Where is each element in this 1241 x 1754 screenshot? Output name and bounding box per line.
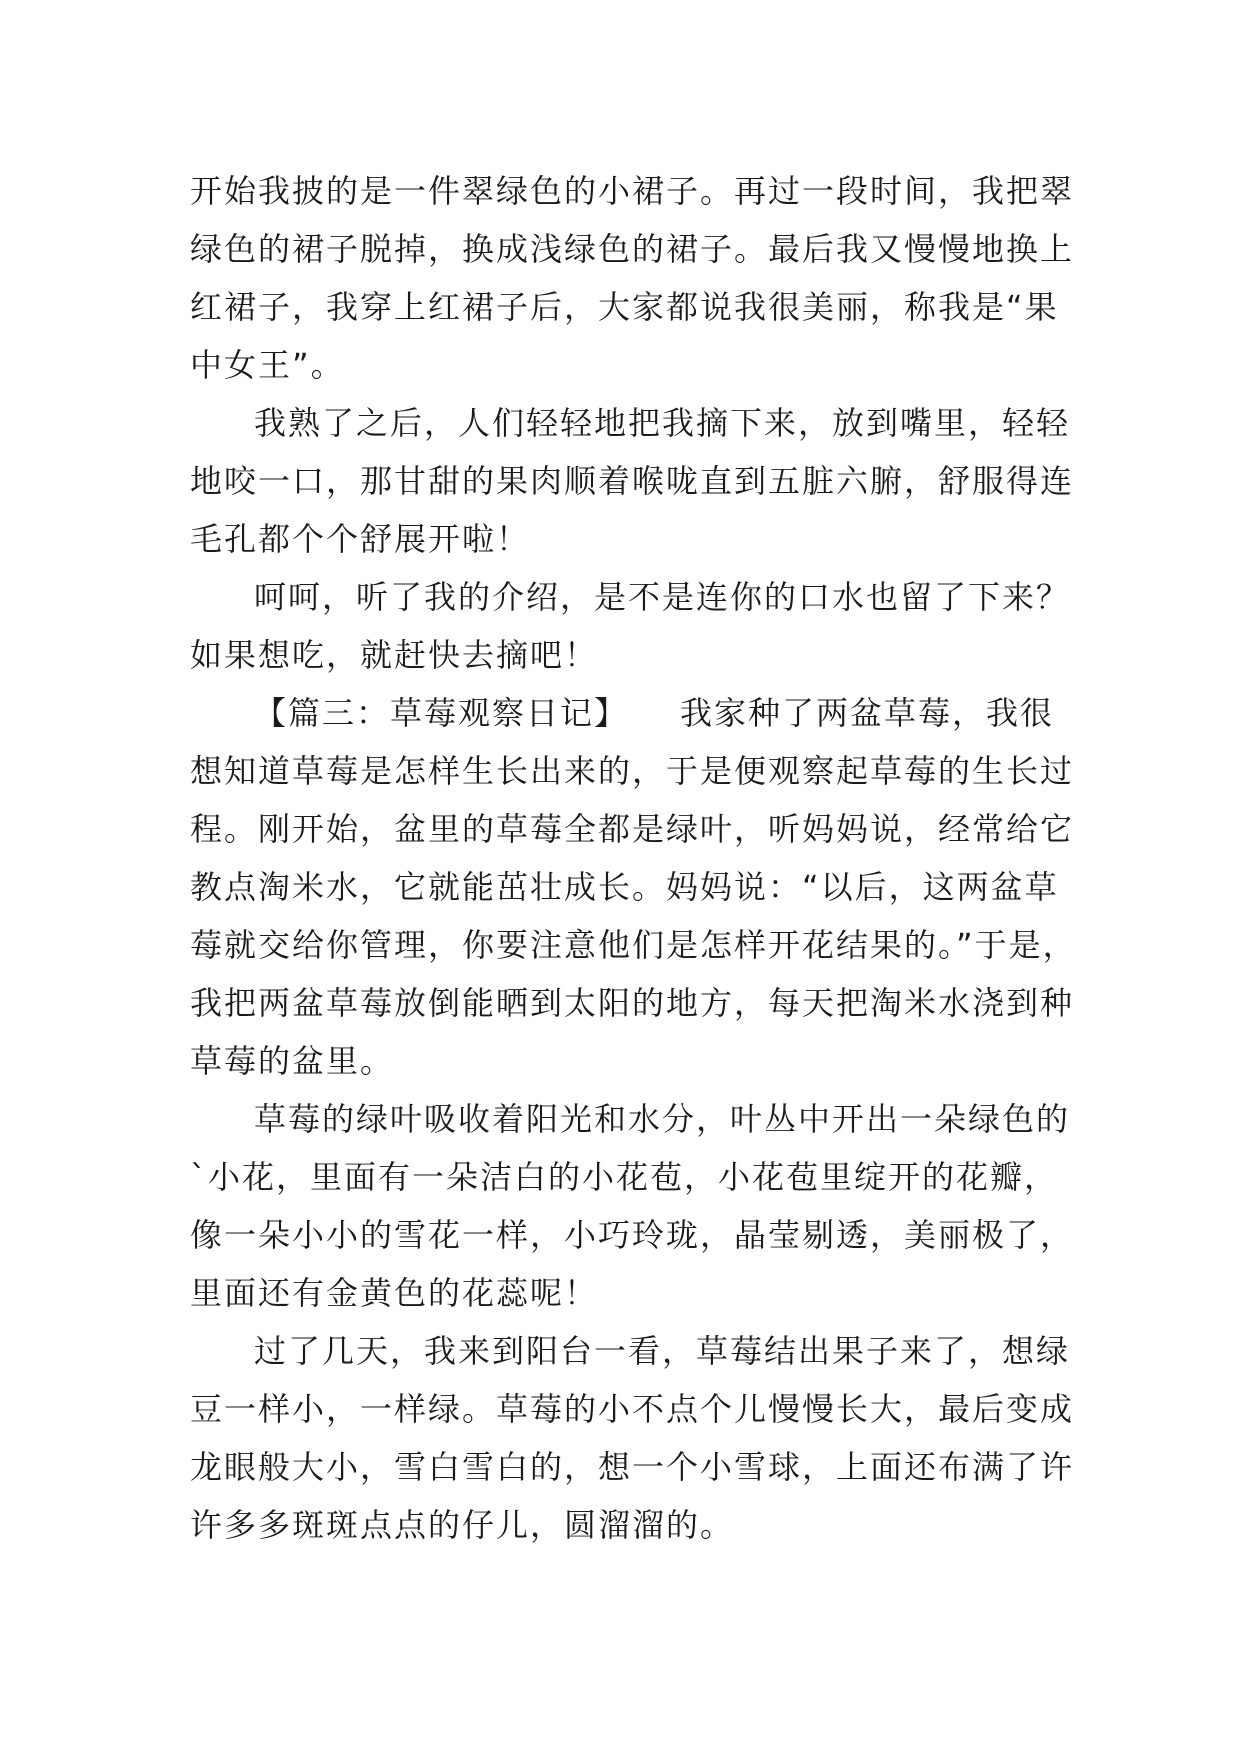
- text-line: 想知道草莓是怎样生长出来的，于是便观察起草莓的生长过: [190, 752, 1075, 790]
- text-line: 我把两盆草莓放倒能晒到太阳的地方，每天把淘米水浇到种: [190, 984, 1075, 1022]
- text-line: 草莓的绿叶吸收着阳光和水分，叶丛中开出一朵绿色的: [254, 1100, 1071, 1138]
- text-line: 绿色的裙子脱掉，换成浅绿色的裙子。最后我又慢慢地换上: [190, 230, 1075, 268]
- text-line: 许多多斑斑点点的仔儿，圆溜溜的。: [190, 1506, 735, 1544]
- text-line: 过了几天，我来到阳台一看，草莓结出果子来了，想绿: [254, 1332, 1071, 1370]
- text-line: 莓就交给你管理，你要注意他们是怎样开花结果的。”于是，: [190, 926, 1077, 964]
- text-line: 地咬一口，那甘甜的果肉顺着喉咙直到五脏六腑，舒服得连: [190, 462, 1075, 500]
- body-text: [190, 162, 1077, 1554]
- text-line: 红裙子，我穿上红裙子后，大家都说我很美丽，称我是“果: [190, 288, 1059, 326]
- text-line: 如果想吃，就赶快去摘吧！: [190, 636, 599, 674]
- text-line: 草莓的盆里。: [190, 1042, 395, 1080]
- text-line: 豆一样小，一样绿。草莓的小不点个儿慢慢长大，最后变成: [190, 1390, 1075, 1428]
- text-line: 毛孔都个个舒展开啦！: [190, 520, 531, 558]
- text-line: 开始我披的是一件翠绿色的小裙子。再过一段时间，我把翠: [190, 172, 1075, 210]
- text-line: 龙眼般大小，雪白雪白的，想一个小雪球，上面还布满了许: [190, 1448, 1075, 1486]
- text-line: 呵呵，听了我的介绍，是不是连你的口水也留了下来？: [254, 578, 1071, 616]
- text-line: 【篇三：草莓观察日记】 我家种了两盆草莓，我很: [254, 694, 1055, 732]
- text-line: 程。刚开始，盆里的草莓全都是绿叶，听妈妈说，经常给它: [190, 810, 1075, 848]
- text-line: 中女王”。: [190, 346, 345, 384]
- text-line: 教点淘米水，它就能茁壮成长。妈妈说：“以后，这两盆草: [190, 868, 1059, 906]
- text-line: 我熟了之后，人们轻轻地把我摘下来，放到嘴里，轻轻: [254, 404, 1071, 442]
- text-line: `小花，里面有一朵洁白的小花苞，小花苞里绽开的花瓣，: [190, 1158, 1059, 1196]
- text-line: 像一朵小小的雪花一样，小巧玲珑，晶莹剔透，美丽极了，: [190, 1216, 1075, 1254]
- text-line: 里面还有金黄色的花蕊呢！: [190, 1274, 599, 1312]
